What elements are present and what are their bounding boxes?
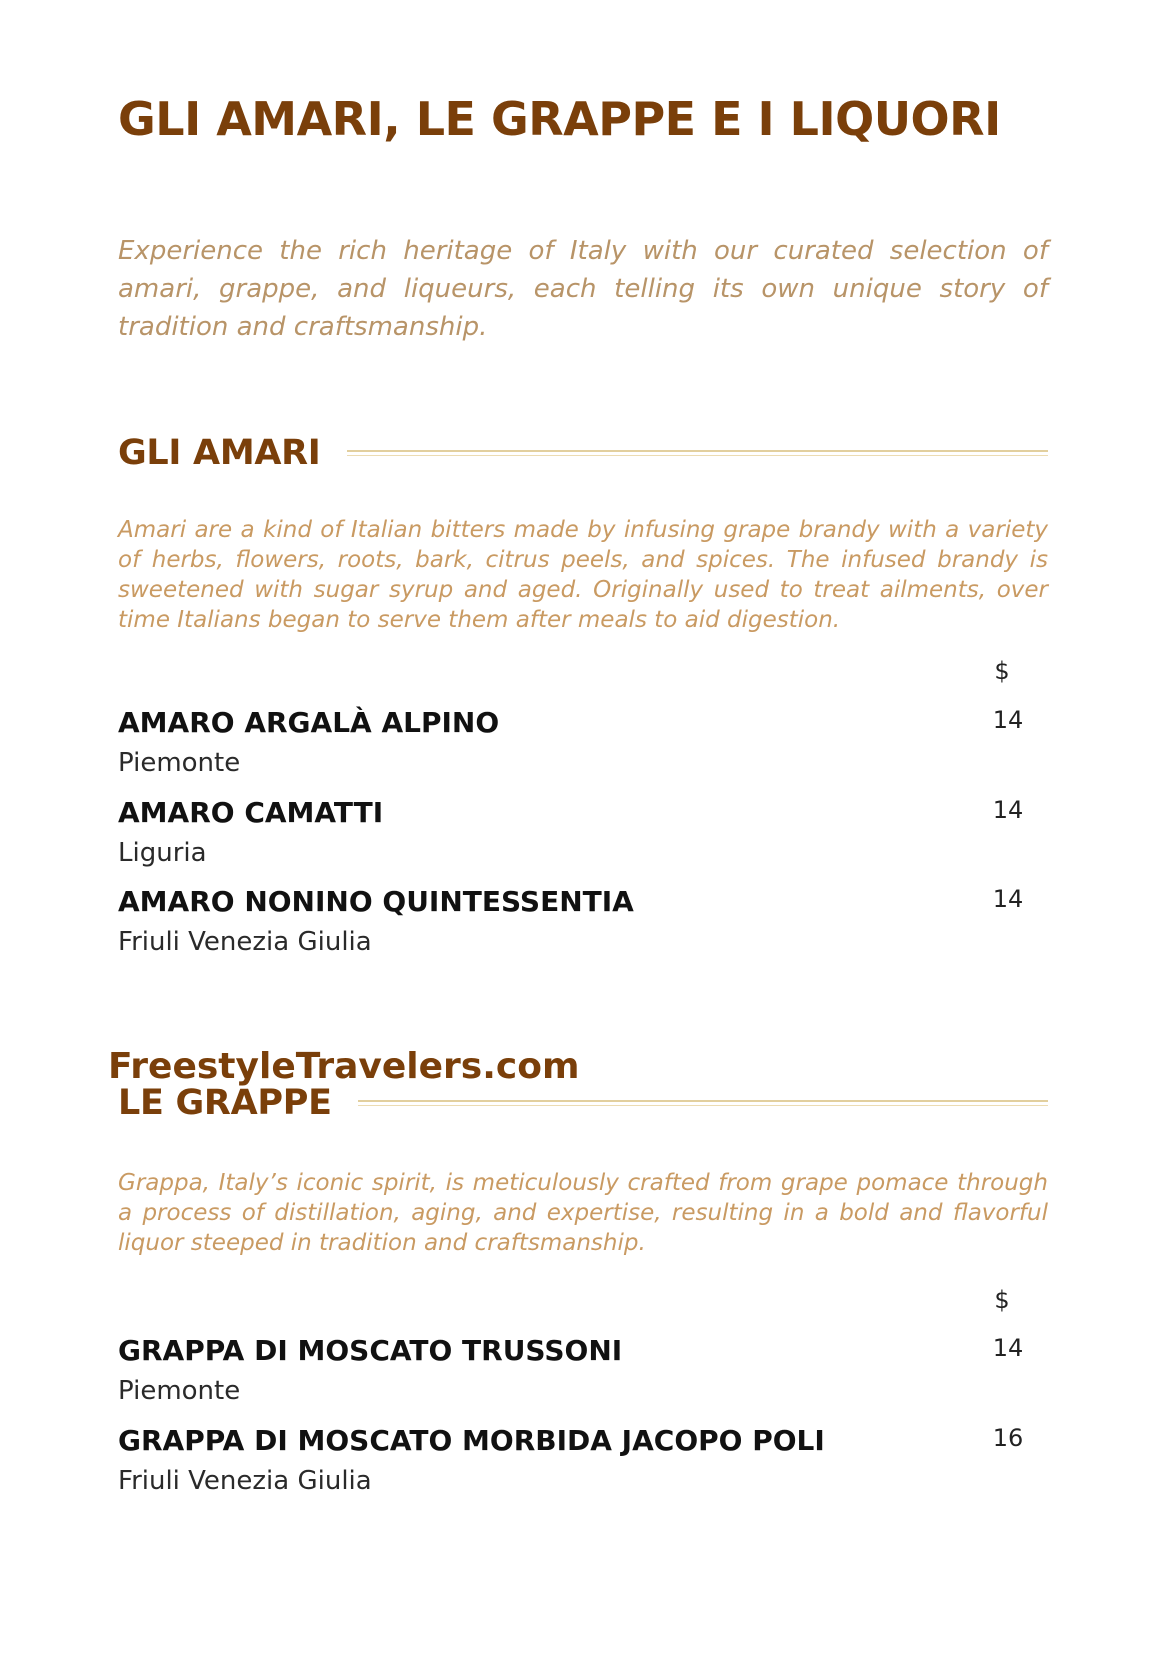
page-title: GLI AMARI, LE GRAPPE E I LIQUORI [118, 92, 1001, 146]
section-header-grappe [118, 1080, 1048, 1126]
watermark: FreestyleTravelers.com [108, 1046, 580, 1087]
item-name: AMARO ARGALÀ ALPINO [118, 706, 500, 739]
item-region: Piemonte [118, 1376, 241, 1406]
intro-text: Experience the rich heritage of Italy with our curated selection of amari, grappe, and liqueurs, each telling its own unique story of tradition and craftsmanship. [118, 236, 1048, 342]
item-name: AMARO CAMATTI [118, 796, 384, 829]
section-description: Amari are a kind of Italian bitters made by infusing grape brandy with a variety of herbs, flowers, roots, bark, citrus peels, and spices. The infused brandy is sweetened with sugar syrup and aged. Originally used to treat ailments, over time Italians began to serve them after meals to aid digestion. [118, 517, 1048, 633]
item-price: 14 [992, 1334, 1024, 1362]
menu-item [118, 1424, 1024, 1504]
section-divider [358, 1100, 1048, 1106]
item-region: Friuli Venezia Giulia [118, 927, 372, 957]
item-name: GRAPPA DI MOSCATO MORBIDA JACOPO POLI [118, 1424, 825, 1457]
item-price: 16 [992, 1424, 1024, 1452]
section-divider [347, 450, 1048, 456]
section-description: Grappa, Italy’s iconic spirit, is meticulously crafted from grape pomace through a process of distillation, aging, and expertise, resulting in a bold and flavorful liquor steeped in tradition and craftsmanship. [118, 1170, 1048, 1256]
section-header-amari [118, 430, 1048, 476]
item-region: Liguria [118, 838, 207, 868]
menu-item [118, 1334, 1024, 1414]
menu-item [118, 885, 1024, 965]
currency-header: $ [994, 657, 1010, 685]
item-price: 14 [992, 796, 1024, 824]
item-name: GRAPPA DI MOSCATO TRUSSONI [118, 1334, 623, 1367]
item-price: 14 [992, 706, 1024, 734]
item-region: Piemonte [118, 748, 241, 778]
currency-header: $ [994, 1286, 1010, 1314]
item-price: 14 [992, 885, 1024, 913]
item-name: AMARO NONINO QUINTESSENTIA [118, 885, 634, 918]
section-title: GLI AMARI [118, 433, 321, 473]
section-title: LE GRAPPE [118, 1083, 332, 1123]
menu-item [118, 796, 1024, 876]
menu-item [118, 706, 1024, 786]
item-region: Friuli Venezia Giulia [118, 1466, 372, 1496]
